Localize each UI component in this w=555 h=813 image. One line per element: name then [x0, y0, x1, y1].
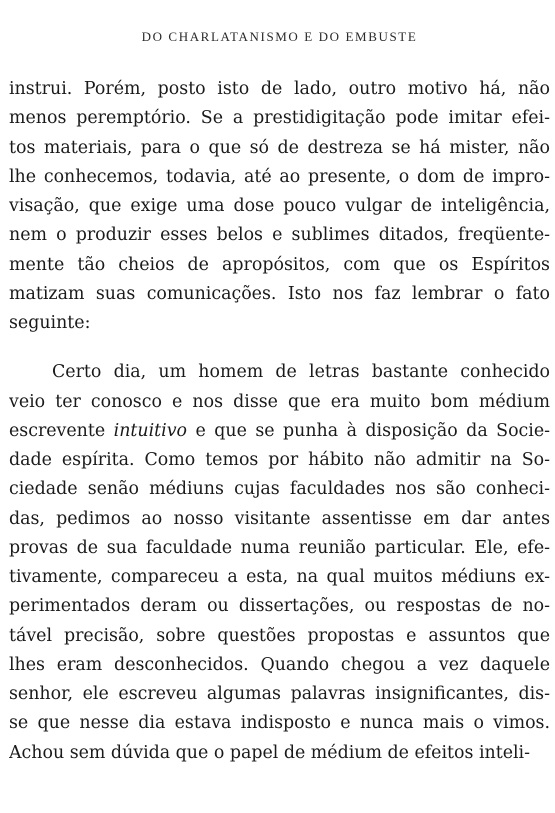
- text-line: tos materiais, para o que só de destreza se há mister, não: [9, 137, 550, 158]
- paragraph-2: [9, 358, 550, 768]
- text-line: Achou sem dúvida que o papel de médium de efeitos inteli-: [9, 742, 530, 763]
- text-line: lhes eram desconhecidos. Quando chegou a vez daquele: [9, 654, 550, 675]
- text-line: se que nesse dia estava indisposto e nunca mais o vimos.: [9, 713, 550, 734]
- text-line: menos peremptório. Se a prestidigitação pode imitar efei-: [9, 108, 550, 129]
- text-line: seguinte:: [9, 313, 91, 333]
- text-line: veio ter conosco e nos disse que era muito bom médium: [9, 391, 550, 412]
- text-line-with-italic: [9, 417, 550, 446]
- text-line: Certo dia, um homem de letras bastante conhecido: [52, 362, 550, 383]
- text-segment: e que se punha à disposição da Socie-: [187, 420, 550, 441]
- text-segment: escrevente: [9, 420, 114, 441]
- text-line: instrui. Porém, posto isto de lado, outro motivo há, não: [9, 79, 550, 99]
- paragraph-1: [9, 75, 550, 338]
- text-line: provas de sua faculdade numa reunião particular. Ele, efe-: [9, 537, 550, 558]
- running-head: DO CHARLATANISMO E DO EMBUSTE: [141, 29, 418, 44]
- text-line: das, pedimos ao nosso visitante assentisse em dar antes: [9, 508, 550, 529]
- text-line: ciedade senão médiuns cujas faculdades nos são conheci-: [9, 479, 550, 500]
- text-line: dade espírita. Como temos por hábito não admitir na So-: [9, 450, 550, 470]
- italic-term: intuitivo: [113, 420, 187, 441]
- text-line: matizam suas comunicações. Isto nos faz lembrar o fato: [9, 283, 550, 304]
- text-line: visação, que exige uma dose pouco vulgar de inteligência,: [9, 196, 550, 216]
- text-line: tável precisão, sobre questões propostas e assuntos que: [9, 625, 550, 646]
- text-line: tivamente, compareceu a esta, na qual muitos médiuns ex-: [9, 567, 550, 587]
- text-line: nem o produzir esses belos e sublimes ditados, freqüente-: [9, 225, 550, 246]
- text-line: mente tão cheios de apropósitos, com que os Espíritos: [9, 254, 550, 275]
- text-line: senhor, ele escreveu algumas palavras insignificantes, dis-: [9, 684, 550, 704]
- body-text: [9, 75, 550, 768]
- paragraph-spacing: [9, 338, 550, 358]
- text-line: lhe conhecemos, todavia, até ao presente, o dom de impro-: [9, 166, 550, 187]
- text-line: perimentados deram ou dissertações, ou respostas de no-: [9, 596, 550, 617]
